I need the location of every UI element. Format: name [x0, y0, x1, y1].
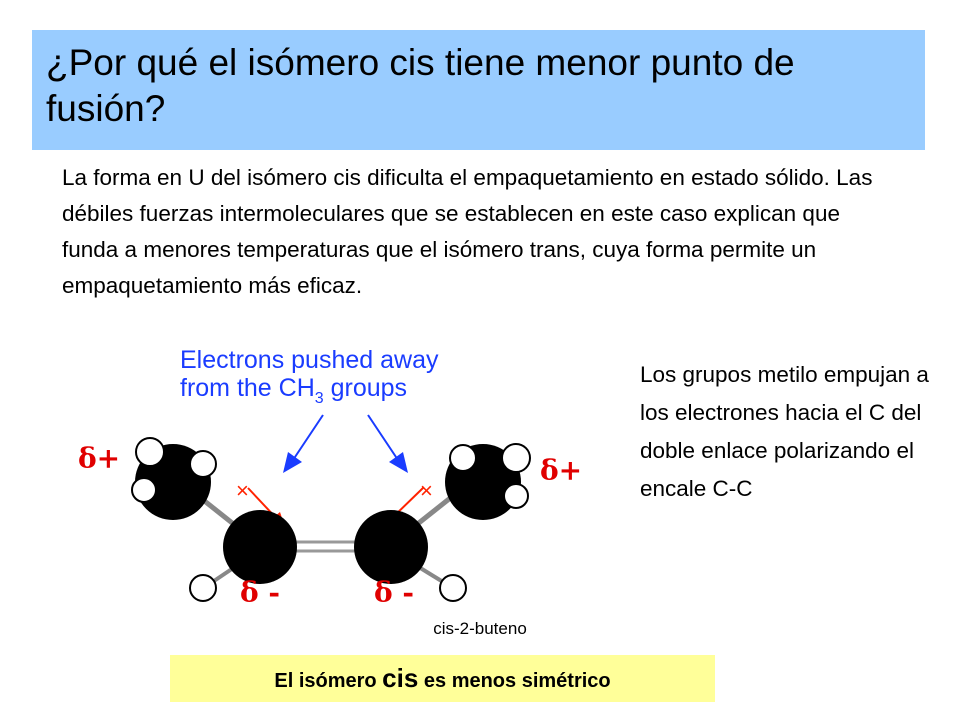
molecule-svg — [68, 340, 598, 615]
right-methyl-h2 — [450, 445, 476, 471]
diagram-heading-line2 — [180, 374, 407, 407]
conclusion-prefix: El isómero — [274, 670, 383, 692]
delta-plus-left: δ+ — [78, 442, 121, 475]
blue-arrow-left-shaft — [293, 415, 323, 460]
delta-minus-right: δ - — [374, 576, 415, 609]
right-methyl-h1 — [502, 444, 530, 472]
double-bond-carbon-left — [223, 510, 297, 584]
double-bond-carbon-right — [354, 510, 428, 584]
conclusion-suffix: es menos simétrico — [418, 670, 611, 692]
cross-mark-right: × — [420, 478, 433, 503]
conclusion-emphasis: cis — [382, 663, 419, 693]
diagram-heading-line1: Electrons pushed away — [180, 346, 439, 374]
blue-arrow-left-head — [283, 452, 302, 473]
cis-2-butene-diagram — [68, 340, 598, 615]
intro-paragraph: La forma en U del isómero cis dificulta el empaquetamiento en estado sólido. Las débiles fuerzas intermoleculares que se establecen en este caso explican que funda a menores temperaturas que el isómero trans, cuya forma permite un empaquetamiento más eficaz. — [62, 165, 873, 298]
title-band — [32, 30, 925, 150]
heading-subscript: 3 — [314, 390, 324, 407]
left-methyl-h2 — [190, 451, 216, 477]
heading-part-a: from the CH — [180, 374, 315, 402]
delta-plus-right: δ+ — [540, 454, 583, 487]
blue-arrow-right-head — [389, 452, 408, 473]
delta-minus-left: δ - — [240, 576, 281, 609]
right-methyl-h3 — [504, 484, 528, 508]
left-methyl-h1 — [136, 438, 164, 466]
cross-mark-left: × — [236, 478, 249, 503]
conclusion-band — [170, 655, 715, 702]
right-vinyl-h — [440, 575, 466, 601]
side-note: Los grupos metilo empujan a los electrones hacia el C del doble enlace polarizando el encale C-C — [640, 362, 929, 501]
diagram-caption: cis-2-buteno — [433, 619, 527, 638]
blue-arrow-right-shaft — [368, 415, 398, 460]
left-vinyl-h — [190, 575, 216, 601]
heading-part-b: groups — [323, 374, 408, 402]
slide-title: ¿Por qué el isómero cis tiene menor punto de fusión? — [46, 42, 795, 129]
left-methyl-h3 — [132, 478, 156, 502]
